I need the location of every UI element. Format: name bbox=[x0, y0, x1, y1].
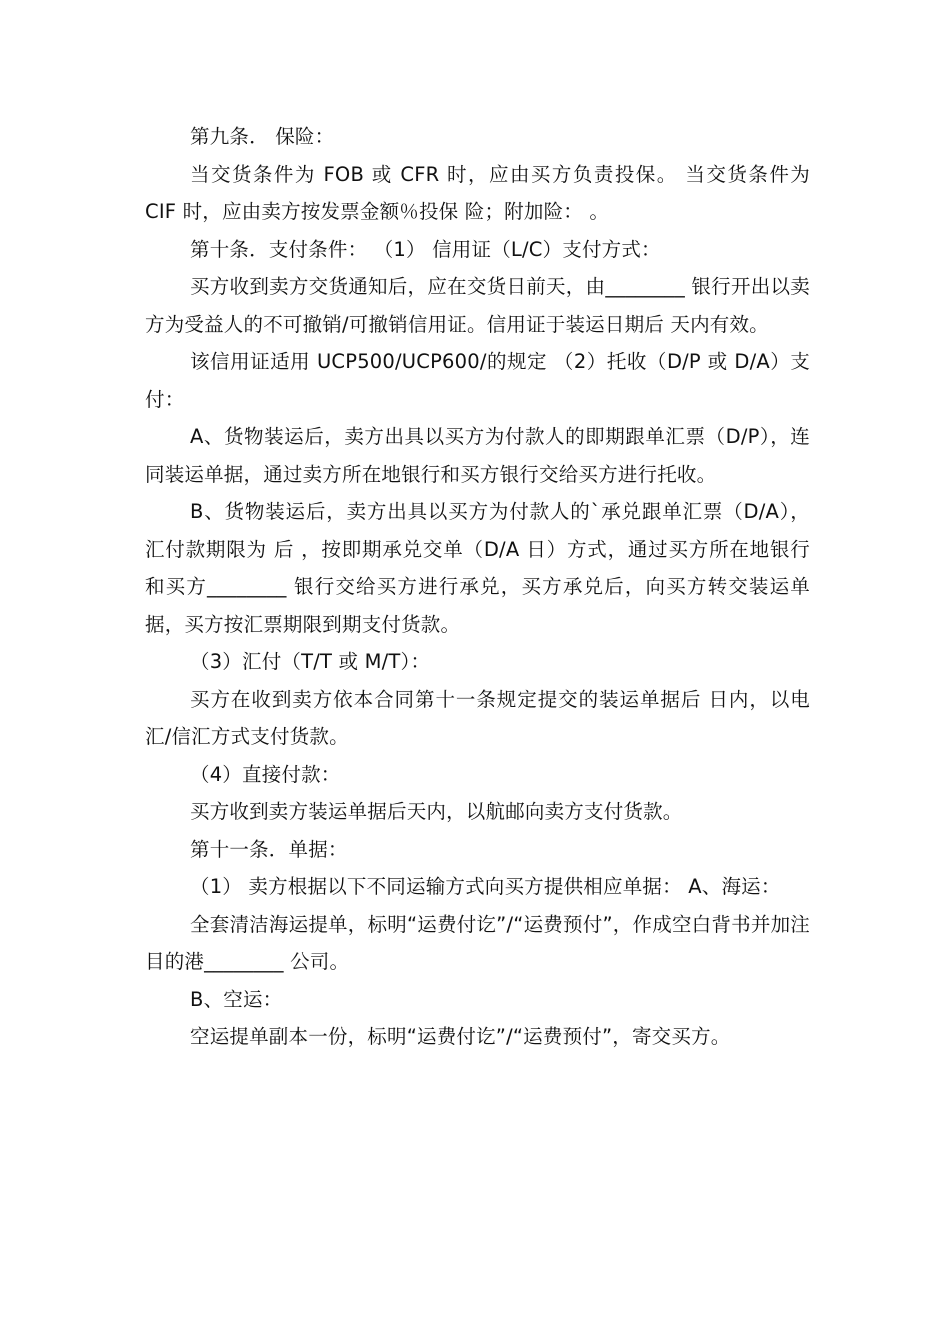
paragraph-dp-collection: A、货物装运后，卖方出具以买方为付款人的即期跟单汇票（D/P），连同装运单据，通过卖方所在地银行和买方银行交给买方进行托收。 bbox=[145, 425, 810, 486]
paragraph-article-10-heading: 第十条．支付条件： （1） 信用证（L/C）支付方式： bbox=[190, 237, 661, 261]
paragraph-documents-sea: （1） 卖方根据以下不同运输方式向买方提供相应单据： A、海运： bbox=[190, 875, 781, 898]
paragraph-insurance-terms: 当交货条件为 FOB 或 CFR 时，应由买方负责投保。 当交货条件为 CIF 时，应由卖方按发票金额％投保 险；附加险： 。 bbox=[145, 162, 810, 223]
paragraph-direct-payment-terms: 买方收到卖方装运单据后天内，以航邮向卖方支付货款。 bbox=[190, 800, 683, 823]
paragraph-direct-payment-heading: （4）直接付款： bbox=[190, 762, 341, 786]
paragraph-lc-ucp: 该信用证适用 UCP500/UCP600/的规定 （2）托收（D/P 或 D/A）支付： bbox=[145, 350, 810, 411]
document-body bbox=[145, 118, 810, 1056]
paragraph-remittance-heading: （3）汇付（T/T 或 M/T）： bbox=[190, 650, 431, 673]
paragraph-article-11-heading: 第十一条．单据： bbox=[190, 837, 348, 861]
paragraph-remittance-terms: 买方在收到卖方依本合同第十一条规定提交的装运单据后 日内，以电汇/信汇方式支付货款。 bbox=[145, 687, 810, 748]
paragraph-article-9-heading: 第九条． 保险： bbox=[190, 125, 335, 148]
paragraph-lc-opening: 买方收到卖方交货通知后，应在交货日前天，由________ 银行开出以卖方为受益人的不可撤销/可撤销信用证。信用证于装运日期后 天内有效。 bbox=[145, 275, 810, 336]
paragraph-air-heading: B、空运： bbox=[190, 987, 283, 1011]
paragraph-air-waybill: 空运提单副本一份，标明“运费付讫”/“运费预付”，寄交买方。 bbox=[190, 1025, 731, 1048]
paragraph-da-collection: B、货物装运后，卖方出具以买方为付款人的`承兑跟单汇票（D/A），汇付款期限为 后 ，按即期承兑交单（D/A 日）方式，通过买方所在地银行和买方________ 银行交给买方进行承兑，买方承兑后，向买方转交装运单据，买方按汇票期限到期支付货款。 bbox=[145, 500, 810, 636]
paragraph-bill-of-lading: 全套清洁海运提单，标明“运费付讫”/“运费预付”，作成空白背书并加注目的港________ 公司。 bbox=[145, 912, 810, 973]
